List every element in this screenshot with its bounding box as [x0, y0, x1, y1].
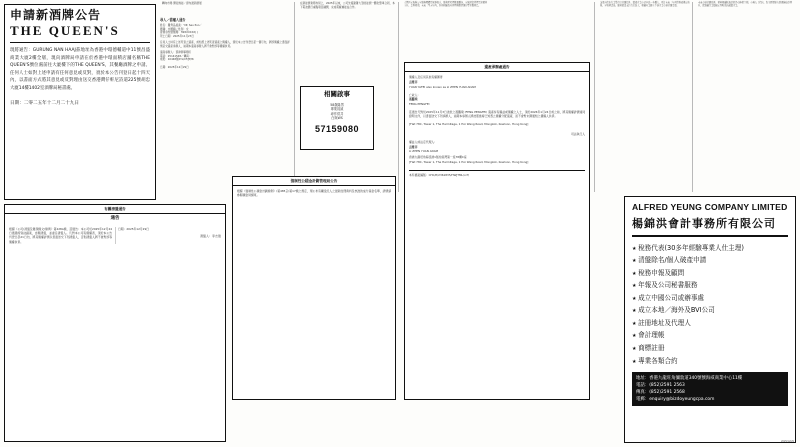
- ad-alfred-service-item: ★ 商標註冊: [632, 342, 788, 355]
- notice-estate-yip-line7: 電話：25141548／傳真：: [160, 54, 192, 58]
- notice-liquidation-body: 根據《公司(清盤及雜項條文)條例》第228A條，茲通告：本公司於2025年12月24日通過特別決議案，自願清盤，並委任清盤人。凡對本公司有債權者，須於本公告刊登日起21日內，將其債權詳情以書面送交下列清盤人，否則清盤人將不會對該等債權負責。: [9, 226, 112, 244]
- notice-probate-deceased-en: FENG PENGFEI: [409, 101, 430, 106]
- ad-queens-kicker: 申請新酒牌公告: [10, 8, 102, 22]
- notice-estate-yip: [160, 18, 290, 168]
- ad-alfred-service-item: ★ 成立中國公司或辦事處: [632, 292, 788, 305]
- notice-mpfa-header: 強制性公積金計劃管理局公告: [233, 177, 395, 186]
- ad-personal-line4: 白與WS: [331, 116, 343, 121]
- ad-queens-body: 現將通告：GURUNG NAN HAAJ茲地址為香港中環德輔道中11號昌盛商業大廈2樓全層，現向酒牌局申請在於香港中環面積店舖名稱THE QUEEN'S號位處前往大廈樓下的THE QUEEN'S，其餐廳酒牌之申請。任何人士如對上述申請有任何意見或反對，須於本公告刊登日起十四天內，以書面方式將其意見或反對理由送交香港灣仔軒尼詩道225號胡忠大廈14樓1402室酒牌局秘書處。: [10, 48, 150, 91]
- notice-liquidation-header1: 有關清盤通告: [5, 205, 225, 214]
- column-rule: [294, 2, 295, 192]
- ad-alfred-fax: (852)2591 2568: [649, 390, 685, 396]
- ad-alfred-fax-label: 傳真：: [636, 390, 650, 396]
- notice-probate-exec-line1: 權益人或法定代理人：: [409, 140, 437, 145]
- ad-queens-title: THE QUEEN'S: [10, 23, 120, 39]
- notice-probate-header: 遺產承辦處通告: [405, 63, 589, 72]
- ad-alfred-email: enquiry@bizdoyeungcpa.com: [649, 397, 715, 403]
- notice-estate-yip-line5: 任何人士持有上述死者之遺產，或知悉上述死者遺產之債權人，須於本公告刊登日起一個月內，將該債權之書面詳情呈交遺產承辦人，逾期本遺產承辦人將不會對該等債權負責。: [160, 41, 290, 48]
- ad-alfred-service-item: ★ 清盤除名/個人破產申請: [632, 254, 788, 267]
- notice-liquidation-date: 日期：2025年12月29日: [118, 226, 150, 231]
- ad-alfred-name-cn: 楊錦洪會計事務所有限公司: [632, 216, 776, 230]
- notice-probate-exec-cn: 袁雅菲: [409, 144, 418, 149]
- ad-alfred-phone: (852)2591 2563: [649, 383, 685, 389]
- notice-estate-yip-line1: 姓名：羅秀品美美：YIP, Sau Pun／: [160, 24, 203, 28]
- column-rule: [398, 2, 399, 192]
- notice-probate-subject-name-en: YUAN YAFEI also known as LI ZHEN YUAN ADAM: [409, 84, 476, 89]
- ad-personal-line1: 58歲隆男: [330, 102, 344, 107]
- ad-alfred-address: 地址：香港九龍旺角彌敦道340號號海威商業中心11樓: [636, 376, 743, 382]
- ad-alfred-service-item: ★ 稅務代表(30多年經驗專業人仕主理): [632, 242, 788, 255]
- news-col-right-top-text: 該報告指出行業集中度持續提升，頭部企業市佔率進一步擴大，預計未來三年內將形成穩定格局。分析師認為，隨著政策支持力度加大，相關產業鏈上下游企業有望持續受惠。: [600, 1, 690, 7]
- ad-personal-phone: 57159080: [314, 123, 360, 134]
- notice-estate-yip-line6: 遺產承辦人：蔡律師事務所: [160, 51, 192, 55]
- ad-alfred-service-item: ★ 年報及公司秘書服務: [632, 279, 788, 292]
- notice-probate-exec-addr-cn: 香港九龍旺角海泓道1號柏景灣第一座78樓C室: [409, 155, 467, 160]
- notice-liquidation-box: [4, 204, 226, 442]
- ad-alfred-service-item: ★ 專業各類合約: [632, 355, 788, 368]
- ad-personal-notice: [300, 86, 374, 150]
- notice-mpfa-box: [232, 176, 396, 400]
- news-col-right-top: [600, 2, 690, 72]
- notice-probate-exec-addr-en: [Flat 78C, Tower 1, The Hermitage, 1 Hoi Wang Road, Mongkok, Kowloon, Hong Kong]: [409, 159, 529, 164]
- column-rule: [594, 2, 595, 192]
- notice-probate-deceased-label: 亡故人：: [409, 92, 421, 97]
- ad-alfred-service-item: ★ 成立本地／海外及BVI公司: [632, 304, 788, 317]
- news-col-mid-text: 大灣區家族辦公室服務機構張梁泰表示，隨著跨境理財通擴容，家族財富管理需求顯著上升。業界預期，未來三至五年內，區內相關資產管理規模將維持雙位數增長。: [404, 1, 488, 7]
- ad-alfred-service-item: ★ 稅務申報及顧問: [632, 267, 788, 280]
- ad-alfred-yeung: [624, 196, 796, 443]
- top-story-lead: [162, 2, 282, 16]
- ad-alfred-service-item: ★ 註冊地址及代理人: [632, 317, 788, 330]
- notice-estate-yip-line2: 國籍：中國籍／性別：女: [160, 27, 189, 31]
- notice-liquidation-header2: 通告: [110, 216, 120, 221]
- top-story-body-text: 在新能源業務布局上，2025年以來，公司先後簽署大筆的能源一體化整車合同，本下電池銀行重點項目鋪開，完成電廠補能站合作。: [300, 2, 395, 9]
- ad-queens-date: 日期：二零二五年十二月二十九日: [10, 101, 79, 107]
- divider: [10, 42, 150, 43]
- notice-probate-ref: 本所檔案編號：CHC/P/2361835/HWJTML(ccf): [409, 170, 585, 177]
- news-col-far-right-text: 未來有望持續改善，預料相關板塊估值仍有修復空間。市場人士指出，資金面寬鬆有助風險偏好回升，建議關注業績確定性較高的龍頭企業。: [698, 1, 793, 7]
- ad-personal-line3: 尋作供共: [330, 111, 344, 116]
- news-col-far-right: [698, 2, 794, 122]
- ad-the-queens: [4, 4, 156, 200]
- ad-alfred-service-list: [632, 242, 788, 367]
- notice-probate-box: [404, 62, 590, 400]
- notice-estate-yip-line3: 香港身份證號碼：HZXXXXXX( ): [160, 31, 198, 35]
- notice-estate-yip-title: 尋人／債權人通告: [160, 18, 186, 22]
- column-rule: [692, 2, 693, 192]
- notice-probate-subject-name-cn: 袁雅菲: [409, 80, 418, 85]
- top-story-lead-text: 轉向市場 開拓效能／發布最新發展: [162, 2, 202, 5]
- ad-personal-line2: 專業員誠: [330, 107, 344, 112]
- ad-alfred-service-item: ★ 會計理帳: [632, 329, 788, 342]
- news-col-mid: [404, 2, 488, 62]
- notice-estate-yip-line8: 地址：10448號KYL/CF/JE/fn: [160, 58, 195, 62]
- ad-alfred-name-en: ALFRED YEUNG COMPANY LIMITED: [632, 202, 788, 212]
- top-story-body: [300, 2, 396, 52]
- notice-liquidation-signoff: 清盤人：李志強: [199, 233, 221, 238]
- ad-alfred-email-label: 電郵：: [636, 397, 650, 403]
- divider: [632, 235, 788, 237]
- notice-probate-body: 茲通告凡對於2025年11月3日逝世之馮鵬飛 (FENG PENGFEI) 遺產持有權益或債權之人士，須於2026年1月24日或之前，將其債權詳情連同證明文件，以書面送交下列承辦人，逾期本承辦人將按照當時已知悉之債權分配遺產，而不會對未獲通知之債權人負責。: [409, 109, 585, 119]
- ad-alfred-contact-block: [632, 372, 788, 406]
- notice-probate-deceased-cn: 馮鵬飛: [409, 97, 418, 102]
- notice-mpfa-body: 根據《強制性公積金計劃條例》(第485章)第17條之規定，現公布有關受託人之最新註冊資料及核准的成分基金名單，詳情請參閱積金局網頁。: [237, 189, 391, 198]
- notice-probate-subject-label: 債權人及任何其他有權獲得: [409, 75, 443, 79]
- ad-personal-heading: 相關啟事: [324, 90, 350, 98]
- ad-alfred-phone-label: 電話：: [636, 383, 650, 389]
- notice-probate-exec-en: LI ZHEN YUAN ADAM: [409, 148, 439, 153]
- notice-probate-solicitor-label: 司法執行人: [571, 131, 585, 136]
- notice-estate-yip-date: 日期：2025年12月29日: [160, 65, 189, 69]
- notice-probate-addr-en: [Flat 78C, Tower 1, The Hermitage, 1 Hoi Wang Road, Mongkok, Kowloon, Hong Kong]: [409, 121, 529, 126]
- page-stamp: 2025/12/29: [781, 440, 794, 443]
- notice-estate-yip-line4: 死亡日期：2025年11月23日: [160, 34, 194, 38]
